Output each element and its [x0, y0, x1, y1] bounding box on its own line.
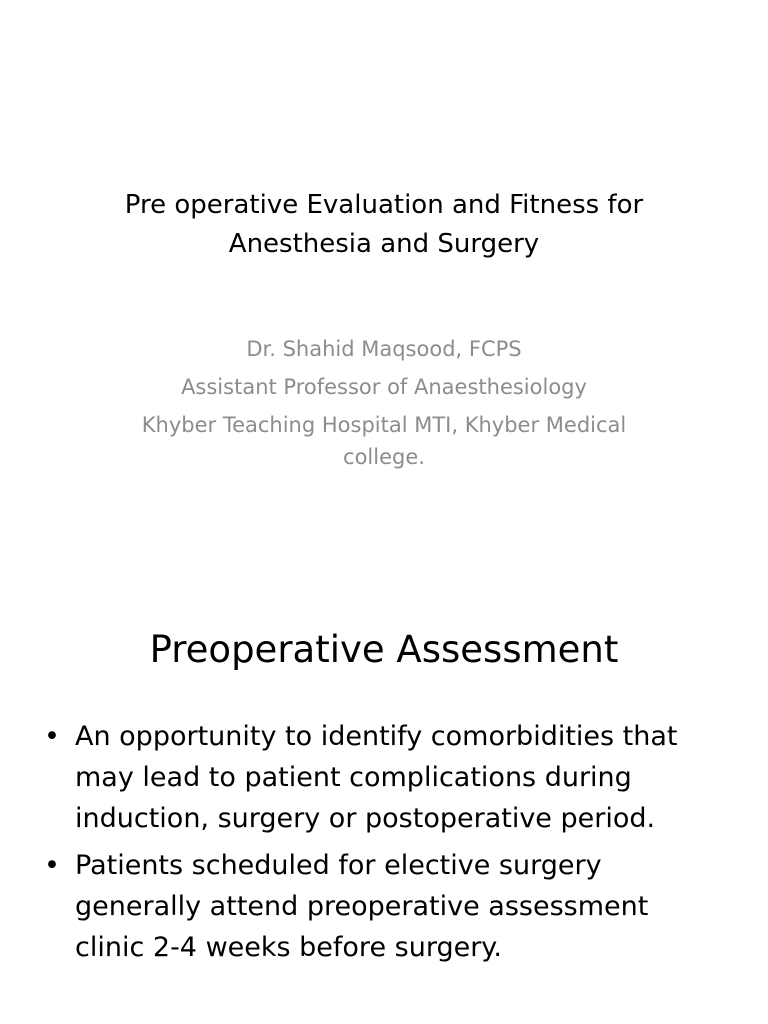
slide-2	[0, 576, 768, 1024]
title-line: Anesthesia and Surgery	[228, 229, 540, 259]
bullet-item	[40, 716, 740, 839]
bullet-dot-icon: •	[44, 850, 60, 881]
bullet-line: may lead to patient complications during	[75, 762, 632, 793]
slide-1-title	[60, 186, 708, 264]
author-position: Assistant Professor of Anaesthesiology	[181, 375, 587, 399]
bullet-list	[40, 716, 740, 974]
bullet-line: generally attend preoperative assessment	[75, 891, 649, 922]
bullet-line: induction, surgery or postoperative period.	[75, 803, 656, 834]
bullet-line: Patients scheduled for elective surgery	[75, 850, 602, 881]
bullet-dot-icon: •	[44, 721, 60, 752]
bullet-item	[40, 845, 740, 968]
author-affiliation-line: college.	[343, 445, 425, 469]
title-line: Pre operative Evaluation and Fitness for	[124, 190, 644, 220]
author-name: Dr. Shahid Maqsood, FCPS	[246, 337, 522, 361]
bullet-line: clinic 2-4 weeks before surgery.	[75, 932, 503, 963]
slide-2-title: Preoperative Assessment	[149, 628, 619, 671]
bullet-line: An opportunity to identify comorbidities that	[75, 721, 678, 752]
author-affiliation-line: Khyber Teaching Hospital MTI, Khyber Medical	[141, 413, 627, 437]
slide-1-subtitle	[100, 333, 668, 473]
